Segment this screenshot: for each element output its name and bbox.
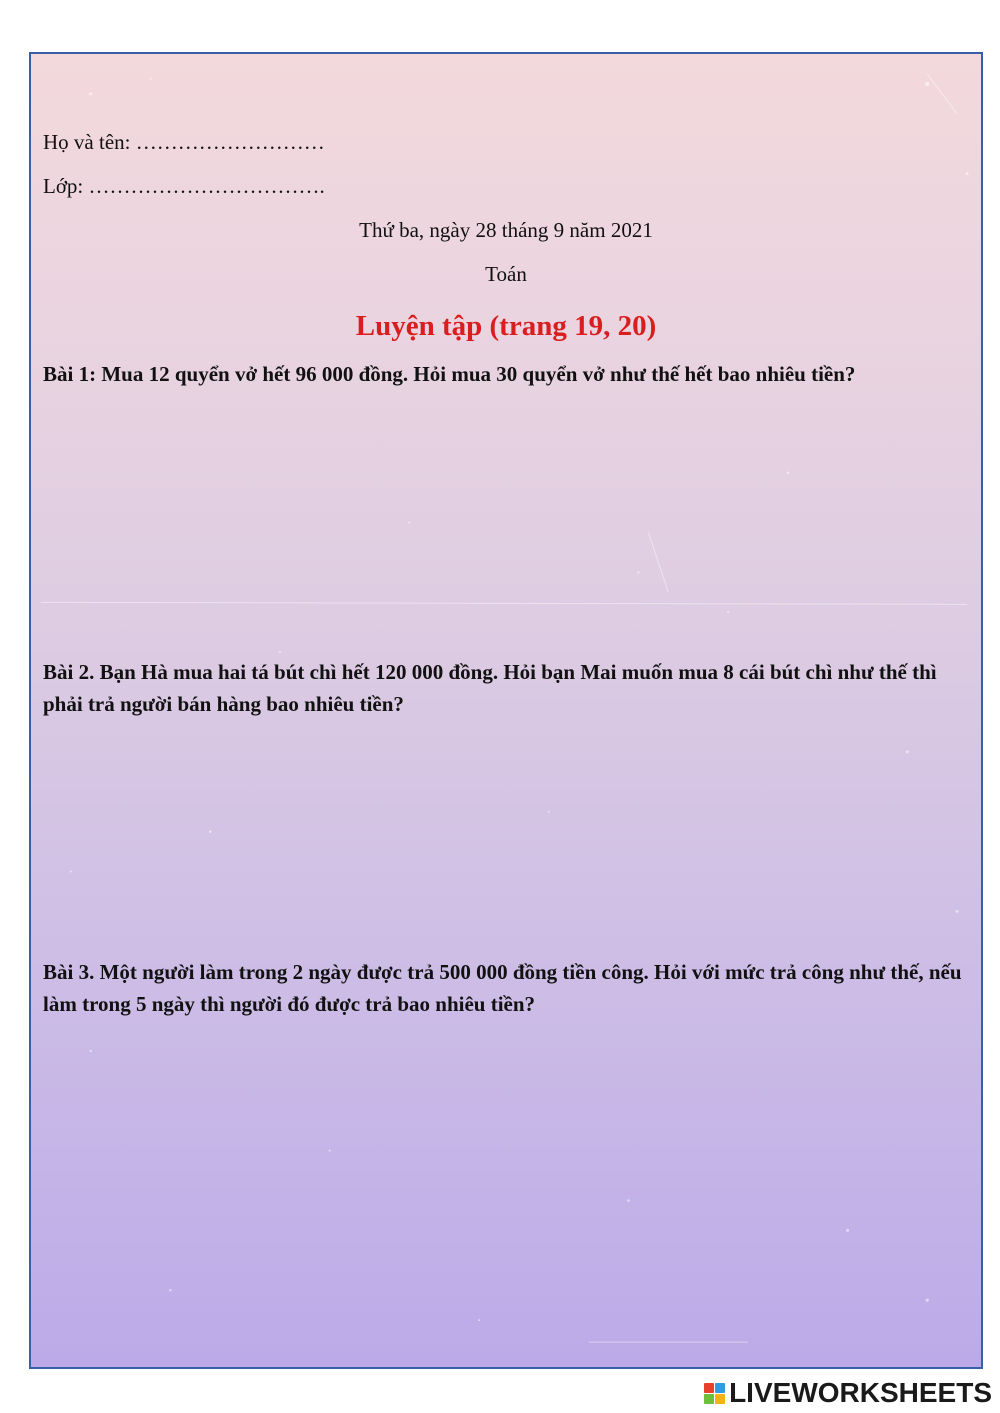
exercise-text: Bạn Hà mua hai tá bút chì hết 120 000 đồng. Hỏi bạn Mai muốn mua 8 cái bút chì như thế thì phải trả người bán hàng bao nhiêu tiền? bbox=[43, 660, 937, 716]
exercise-3 bbox=[43, 956, 963, 1020]
student-name-field: Họ và tên: ……………………… bbox=[43, 130, 325, 154]
exercise-label: Bài 3. bbox=[43, 960, 95, 984]
logo-block bbox=[704, 1383, 714, 1393]
exercise-label: Bài 1 bbox=[43, 362, 90, 386]
liveworksheets-logo[interactable] bbox=[704, 1378, 992, 1408]
logo-block bbox=[715, 1394, 725, 1404]
logo-block bbox=[715, 1383, 725, 1393]
worksheet-page bbox=[29, 52, 983, 1369]
student-class-field: Lớp: ……………………………. bbox=[43, 174, 325, 198]
exercise-text: Mua 12 quyển vở hết 96 000 đồng. Hỏi mua 30 quyển vở như thế hết bao nhiêu tiền? bbox=[101, 362, 856, 386]
subject-heading: Toán bbox=[485, 262, 527, 286]
exercise-separator: : bbox=[89, 362, 102, 386]
logo-blocks-icon bbox=[704, 1383, 725, 1404]
logo-block bbox=[704, 1394, 714, 1404]
exercise-text: Một người làm trong 2 ngày được trả 500 000 đồng tiền công. Hỏi với mức trả công như thế, nếu làm trong 5 ngày thì người đó được trả bao nhiêu tiền? bbox=[43, 960, 962, 1016]
logo-text: LIVEWORKSHEETS bbox=[729, 1377, 992, 1408]
exercise-label: Bài 2. bbox=[43, 660, 95, 684]
page-title: Luyện tập (trang 19, 20) bbox=[355, 310, 657, 342]
exercise-2 bbox=[43, 656, 963, 720]
exercise-1 bbox=[43, 358, 963, 390]
date-heading: Thứ ba, ngày 28 tháng 9 năm 2021 bbox=[359, 218, 653, 242]
